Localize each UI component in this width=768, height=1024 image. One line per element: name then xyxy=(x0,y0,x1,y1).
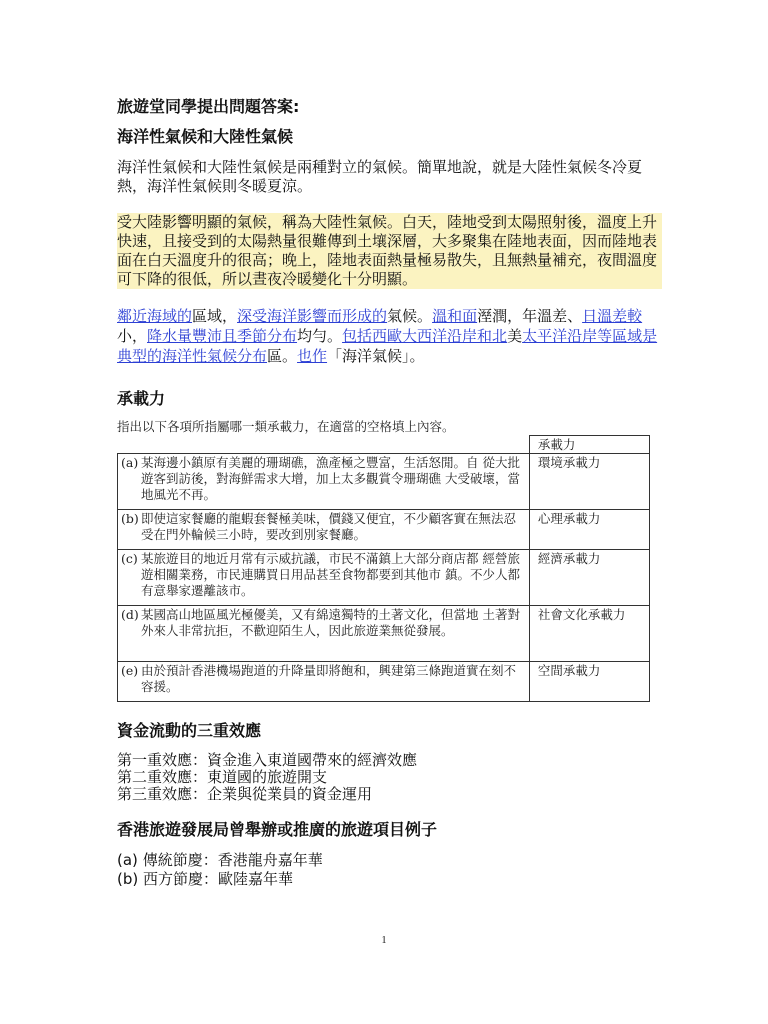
text-span: 美 xyxy=(507,327,523,345)
question-text: 即使這家餐廳的龍蝦套餐極美味，價錢又便宜，不少顧客實在無法忍受在門外輪候三小時，要改到別家餐廳。 xyxy=(141,511,517,542)
document-page xyxy=(117,96,662,889)
list-item xyxy=(117,851,662,870)
doc-title: 旅遊堂同學提出問題答案: xyxy=(117,97,300,116)
text-span: 「海洋氣候」。 xyxy=(327,347,425,365)
capital-line-1: 第一重效應：資金進入東道國帶來的經濟效應 xyxy=(117,751,418,769)
text-span: 區。 xyxy=(267,347,298,365)
question-text: 由於預計香港機場跑道的升降量即將飽和，興建第三條跑道實在刻不容援。 xyxy=(141,663,517,694)
text-span: 氣候。 xyxy=(387,307,433,325)
question-cell xyxy=(118,550,530,606)
table-row xyxy=(118,606,650,662)
answer-cell: 心理承載力 xyxy=(529,510,649,550)
hktb-heading: 香港旅遊發展局曾舉辦或推廣的旅遊項目例子 xyxy=(117,820,438,839)
link-nearby-sea[interactable]: 鄰近海域的 xyxy=(117,307,193,325)
link-mild[interactable]: 溫和面 xyxy=(432,307,478,325)
text-span: 區域， xyxy=(192,307,238,325)
question-marker: (c) xyxy=(121,551,138,566)
capital-line-2: 第二重效應：東道國的旅遊開支 xyxy=(117,768,328,786)
capital-lines xyxy=(117,752,662,803)
question-cell xyxy=(118,510,530,550)
link-western-europe[interactable]: 包括西歐大西洋沿岸和北 xyxy=(342,327,508,345)
list-item xyxy=(117,870,662,889)
text-span: 小， xyxy=(117,327,148,345)
question-text: 某國高山地區風光極優美，又有綿遠獨特的土著文化，但當地 土著對外來人非常抗拒，不歡迎陌生人，因此旅遊業無從發展。 xyxy=(141,607,520,638)
link-also-called[interactable]: 也作 xyxy=(297,347,328,365)
answer-cell: 空間承載力 xyxy=(529,662,649,702)
link-ocean-influence[interactable]: 深受海洋影響而形成的 xyxy=(237,307,388,325)
table-row xyxy=(118,454,650,510)
item-text: 西方節慶：歐陸嘉年華 xyxy=(143,870,294,888)
table-row xyxy=(118,510,650,550)
capacity-table xyxy=(117,435,650,702)
item-marker: (b) xyxy=(117,870,139,888)
capacity-heading: 承載力 xyxy=(117,389,166,408)
question-cell xyxy=(118,454,530,510)
answer-cell: 環境承載力 xyxy=(529,454,649,510)
table-header-row xyxy=(118,436,650,454)
capacity-intro: 指出以下各項所指屬哪一類承載力，在適當的空格填上內容。 xyxy=(117,419,455,434)
question-text: 某旅遊目的地近月常有示威抗議，市民不滿鎮上大部分商店都 經營旅遊相關業務，市民連購買日用品甚至食物都要到其他市 鎮。不少人都有意舉家遷離該市。 xyxy=(141,551,520,598)
answer-cell: 社會文化承載力 xyxy=(529,606,649,662)
link-daily-range[interactable]: 日溫差較 xyxy=(582,307,643,325)
table-header-blank xyxy=(118,436,530,454)
capital-heading: 資金流動的三重效應 xyxy=(117,721,262,740)
table-row xyxy=(118,662,650,702)
text-span: 均勻。 xyxy=(297,327,343,345)
text-span: 溼潤，年溫差、 xyxy=(477,307,583,325)
question-marker: (b) xyxy=(121,511,139,526)
item-marker: (a) xyxy=(117,851,138,869)
climate-para-2: 受大陸影響明顯的氣候，稱為大陸性氣候。白天，陸地受到太陽照射後，溫度上升快速，且接受到的太陽熱量很難傳到土壤深層，大多聚集在陸地表面，因而陸地表面在白天溫度升的很高；晚上，陸地表面熱量極易散失，且無熱量補充，夜間溫度可下降的很低，所以晝夜冷暖變化十分明顯。 xyxy=(117,213,662,289)
hktb-list xyxy=(117,851,662,889)
question-cell xyxy=(118,606,530,662)
question-cell xyxy=(118,662,530,702)
question-marker: (a) xyxy=(121,455,139,470)
question-marker: (d) xyxy=(121,607,139,622)
question-text: 某海邊小鎮原有美麗的珊瑚礁，漁產極之豐富，生活怒閒。自 從大批遊客到訪後，對海鮮需求大增，加上太多觀賞令珊瑚礁 大受破壞，當地風光不再。 xyxy=(141,455,520,502)
table-row xyxy=(118,550,650,606)
link-precipitation[interactable]: 降水量豐沛且季節分布 xyxy=(147,327,298,345)
question-marker: (e) xyxy=(121,663,139,678)
link-pacific-coast[interactable]: 太平洋沿岸等區域是典型的海洋性氣候分布 xyxy=(117,327,658,365)
page-number: 1 xyxy=(381,935,387,946)
climate-para-3 xyxy=(117,306,662,366)
capital-line-3: 第三重效應：企業與從業員的資金運用 xyxy=(117,785,373,803)
item-text: 傳統節慶：香港龍舟嘉年華 xyxy=(142,851,323,869)
table-header-capacity: 承載力 xyxy=(529,436,649,454)
climate-para-1: 海洋性氣候和大陸性氣候是兩種對立的氣候。簡單地說，就是大陸性氣候冬冷夏熱，海洋性氣候則冬暖夏涼。 xyxy=(117,158,643,195)
answer-cell: 經濟承載力 xyxy=(529,550,649,606)
climate-heading: 海洋性氣候和大陸性氣候 xyxy=(117,127,294,146)
